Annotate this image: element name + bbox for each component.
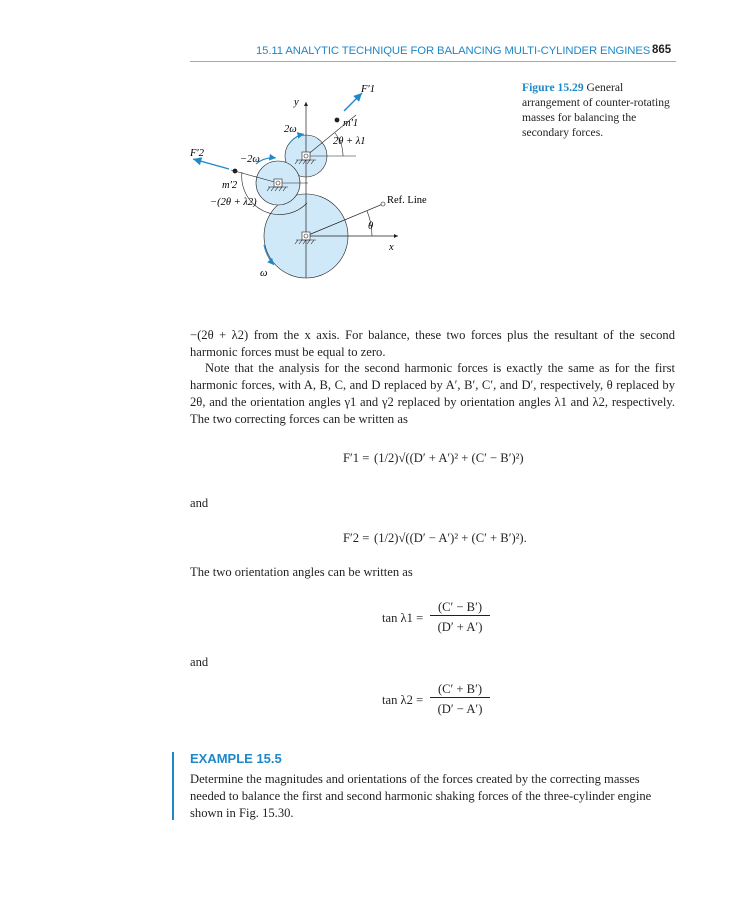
mass-m2-label: m′2 — [222, 180, 238, 191]
orientation-intro: The two orientation angles can be written as — [190, 565, 413, 579]
force-f2-label: F′2 — [190, 148, 204, 159]
equation-tan1-lhs: tan λ1 = — [382, 611, 424, 625]
and-2: and — [190, 655, 209, 669]
example-heading: EXAMPLE 15.5 — [190, 751, 282, 766]
running-title: 15.11 ANALYTIC TECHNIQUE FOR BALANCING MULTI-CYLINDER ENGINES — [256, 45, 651, 57]
angle1-label: 2θ + λ1 — [333, 136, 366, 147]
example-sidebar-rule — [172, 752, 174, 820]
omega-label: ω — [260, 268, 268, 279]
equation-f1-lhs: F′1 = — [343, 451, 370, 465]
mass-m1 — [335, 118, 340, 123]
paragraph-2: Note that the analysis for the second harmonic forces is exactly the same as for the first harmonic forces, with A, B, C, and D replaced by A′, B′, C′, and D′, respectively, θ replaced by 2θ, and the orientation angles γ1 and γ2 replaced by orientation angles λ1 and λ2, respectively. The two correcting forces can be written as — [190, 361, 675, 426]
equation-tan2-denominator: (D′ − A′) — [437, 702, 483, 716]
x-axis-label: x — [389, 242, 394, 253]
equation-f2-rhs: (1/2)√((D′ − A′)² + (C′ + B′)²). — [374, 531, 527, 545]
angle2-label: −(2θ + λ2) — [210, 197, 257, 208]
ref-line-end — [381, 202, 385, 206]
example-text: Determine the magnitudes and orientations of the forces created by the correcting masses needed to balance the first and second harmonic shaking forces of the three-cylinder engine shown in Fig. 15.30. — [190, 772, 652, 820]
theta-label: θ — [368, 221, 374, 232]
mass-m1-label: m′1 — [343, 118, 359, 129]
equation-tan1-numerator: (C′ − B′) — [430, 600, 490, 616]
equation-f2-lhs: F′2 = — [343, 531, 370, 545]
running-header — [0, 44, 737, 64]
neg-two-omega-label: −2ω — [240, 154, 260, 165]
force-f1-label: F′1 — [361, 84, 375, 95]
figure-caption-label: Figure 15.29 — [522, 81, 584, 94]
mass-m2 — [233, 169, 238, 174]
header-rule — [190, 61, 676, 62]
equation-tan2-lhs: tan λ2 = — [382, 693, 424, 707]
and-1: and — [190, 496, 209, 510]
figure-caption — [522, 80, 682, 140]
figure-15-29 — [186, 80, 446, 290]
equation-tan2-numerator: (C′ + B′) — [430, 682, 490, 698]
force-f2-arrow — [193, 159, 229, 169]
ref-line-label: Ref. Line — [387, 195, 427, 206]
figure-caption-text: General arrangement of counter-rotating masses for balancing the secondary forces. — [522, 81, 670, 139]
page-number: 865 — [652, 44, 672, 56]
y-axis-label: y — [294, 97, 299, 108]
two-omega-label: 2ω — [284, 124, 297, 135]
paragraph-1: −(2θ + λ2) from the x axis. For balance, these two forces plus the resultant of the second harmonic forces must be equal to zero. — [190, 328, 675, 359]
equation-tan1-denominator: (D′ + A′) — [437, 620, 483, 634]
equation-f1-rhs: (1/2)√((D′ + A′)² + (C′ − B′)²) — [374, 451, 524, 465]
force-f1-arrow — [344, 93, 362, 111]
